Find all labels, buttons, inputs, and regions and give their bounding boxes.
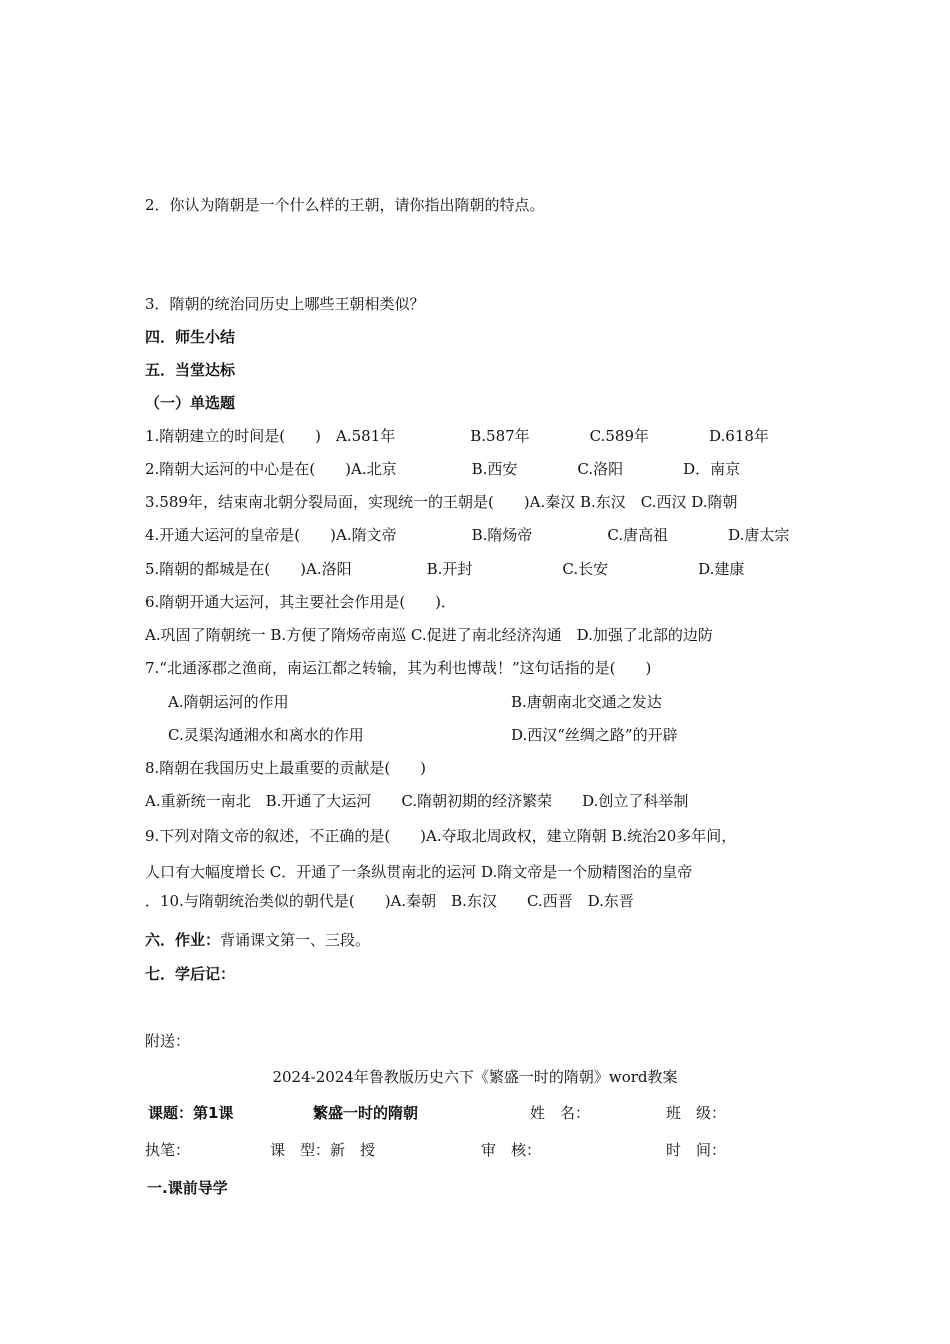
item-6-options: A.巩固了隋朝统一 B.方便了隋炀帝南巡 C.促进了南北经济沟通 D.加强了北部的边防 (145, 626, 713, 644)
section-5-heading: 五．当堂达标 (145, 361, 236, 379)
lesson-title: 繁盛一时的隋朝 (313, 1104, 419, 1122)
section-6-label: 六．作业： (145, 931, 221, 949)
item-5: 5.隋朝的都城是在( )A.洛阳 B.开封 C.长安 D.建康 (145, 560, 745, 578)
question-2: 2．你认为隋朝是一个什么样的王朝，请你指出隋朝的特点。 (145, 196, 545, 214)
item-8-options: A.重新统一南北 B.开通了大运河 C.隋朝初期的经济繁荣 D.创立了科举制 (145, 792, 689, 810)
section-7-heading: 七．学后记： (145, 965, 236, 983)
doc-title: 2024-2024年鲁教版历史六下《繁盛一时的隋朝》word教案 (272, 1068, 678, 1086)
item-4: 4.开通大运河的皇帝是( )A.隋文帝 B.隋炀帝 C.唐高祖 D.唐太宗 (145, 526, 790, 544)
q7-option-c: C.灵渠沟通湘水和离水的作用 (168, 726, 364, 744)
question-3: 3．隋朝的统治同历史上哪些王朝相类似？ (145, 295, 425, 313)
section-6 (145, 930, 370, 950)
section-1-heading: 一.课前导学 (147, 1179, 228, 1197)
name-field-label: 姓 名： (530, 1104, 591, 1122)
section-6-text: 背诵课文第一、三段。 (220, 931, 371, 949)
q7-option-a: A.隋朝运河的作用 (168, 693, 289, 711)
writer-label: 执笔： (145, 1141, 191, 1159)
lesson-label: 课题：第1课 (148, 1104, 234, 1122)
item-6: 6.隋朝开通大运河，其主要社会作用是( )． (145, 593, 457, 611)
class-field-label: 班 级： (666, 1104, 727, 1122)
subsection-single-choice: （一）单选题 (145, 394, 236, 412)
lesson-type-label: 课 型：新 授 (270, 1141, 376, 1159)
item-7: 7.“北通涿郡之渔商，南运江都之转输，其为利也博哉！”这句话指的是( ) (145, 659, 652, 677)
item-2: 2.隋朝大运河的中心是在( )A.北京 B.西安 C.洛阳 D．南京 (145, 460, 741, 478)
q7-option-b: B.唐朝南北交通之发达 (511, 693, 662, 711)
item-10: ．10.与隋朝统治类似的朝代是( )A.秦朝 B.东汉 C.西晋 D.东晋 (145, 892, 634, 910)
section-4-heading: 四．师生小结 (145, 328, 236, 346)
review-label: 审 核： (481, 1141, 542, 1159)
q7-option-d: D.西汉“丝绸之路”的开辟 (511, 726, 678, 744)
item-3: 3.589年，结束南北朝分裂局面，实现统一的王朝是( )A.秦汉 B.东汉 C.西汉 D.隋朝 (145, 493, 738, 511)
attachment-label: 附送： (145, 1032, 191, 1050)
item-9: 9.下列对隋文帝的叙述，不正确的是( )A.夺取北周政权，建立隋朝 B.统治20多年间， (145, 827, 737, 845)
item-9-cont: 人口有大幅度增长 C．开通了一条纵贯南北的运河 D.隋文帝是一个励精图治的皇帝 (145, 863, 693, 881)
item-8: 8.隋朝在我国历史上最重要的贡献是( ) (145, 759, 427, 777)
item-1: 1.隋朝建立的时间是( ) A.581年 B.587年 C.589年 D.618年 (145, 427, 769, 445)
time-label: 时 间： (666, 1141, 727, 1159)
